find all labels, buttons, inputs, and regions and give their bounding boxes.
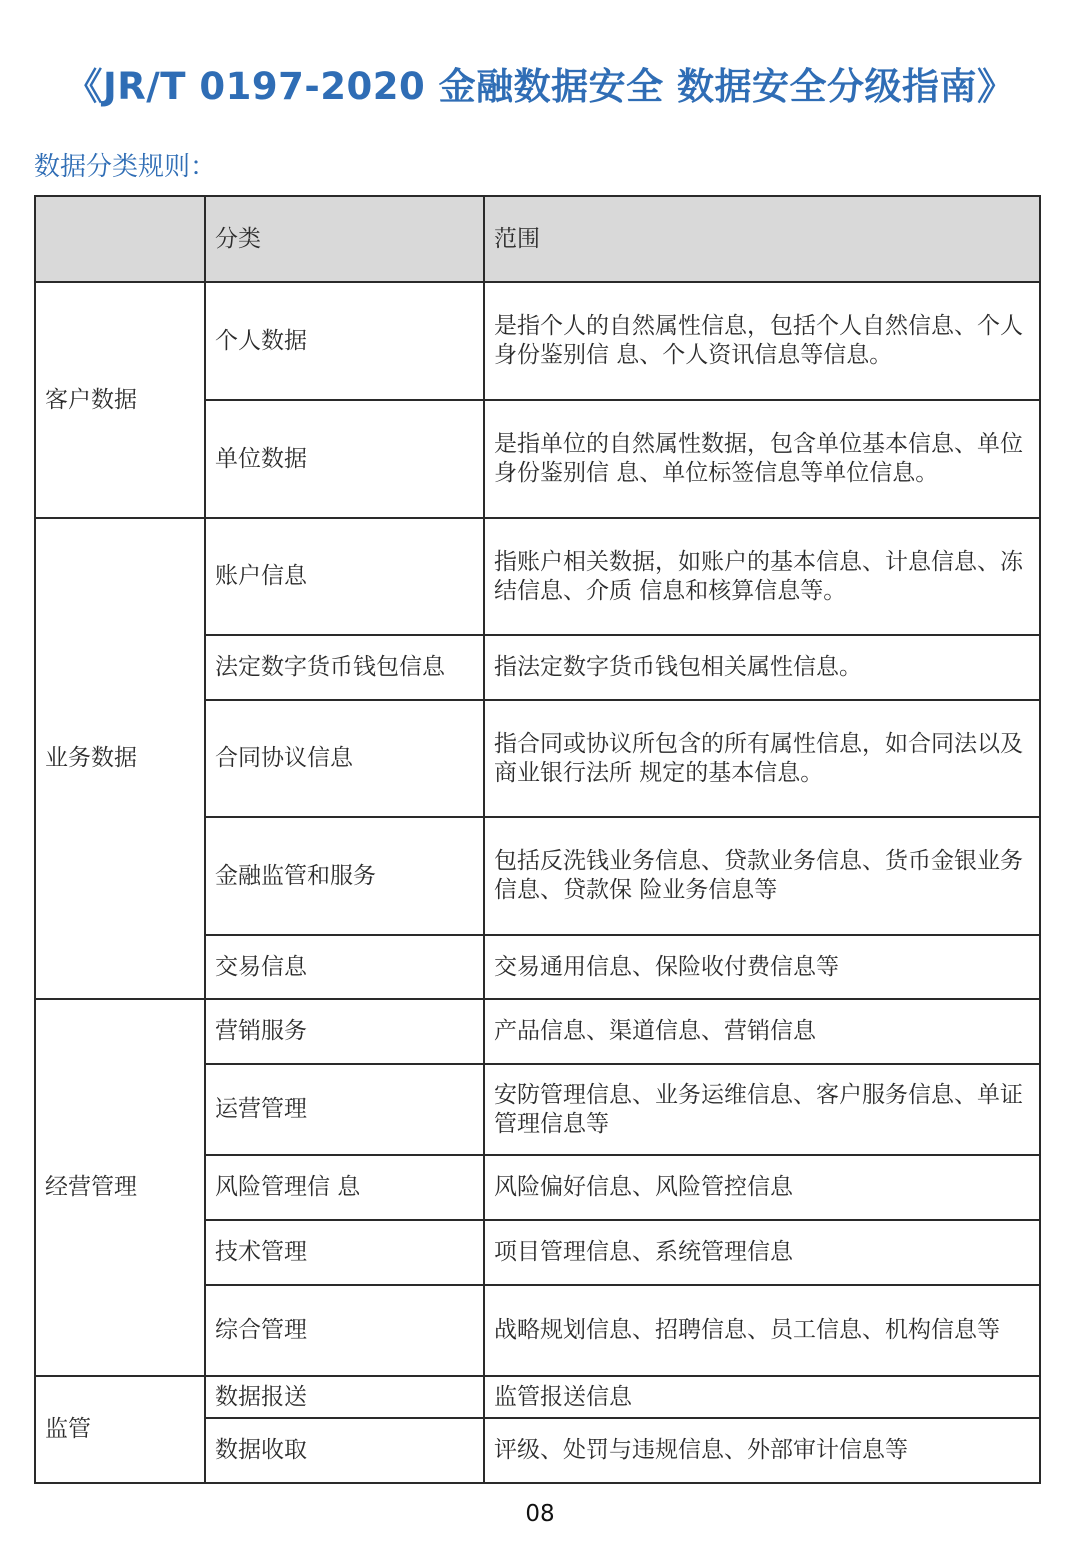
category-cell: 交易信息 (205, 935, 484, 999)
table-row (35, 999, 1040, 1064)
scope-cell: 风险偏好信息、风险管控信息 (484, 1155, 1040, 1220)
section-subtitle: 数据分类规则： (34, 152, 217, 182)
scope-cell: 监管报送信息 (484, 1376, 1040, 1418)
scope-cell: 是指个人的自然属性信息，包括个人自然信息、个人身份鉴别信 息、个人资讯信息等信息。 (484, 282, 1040, 400)
scope-cell: 产品信息、渠道信息、营销信息 (484, 999, 1040, 1064)
scope-cell: 包括反洗钱业务信息、贷款业务信息、货币金银业务信息、贷款保 险业务信息等 (484, 817, 1040, 935)
header-cell-empty (35, 196, 205, 282)
group-cell-operations-management: 经营管理 (35, 999, 205, 1376)
category-cell: 营销服务 (205, 999, 484, 1064)
group-cell-regulation: 监管 (35, 1376, 205, 1483)
header-cell-category: 分类 (205, 196, 484, 282)
category-cell: 风险管理信 息 (205, 1155, 484, 1220)
category-cell: 数据收取 (205, 1418, 484, 1483)
table-row (35, 282, 1040, 400)
group-cell-business-data: 业务数据 (35, 518, 205, 999)
scope-cell: 指合同或协议所包含的所有属性信息，如合同法以及商业银行法所 规定的基本信息。 (484, 700, 1040, 817)
category-cell: 金融监管和服务 (205, 817, 484, 935)
category-cell: 法定数字货币钱包信息 (205, 635, 484, 700)
category-cell: 个人数据 (205, 282, 484, 400)
header-cell-scope: 范围 (484, 196, 1040, 282)
category-cell: 运营管理 (205, 1064, 484, 1155)
classification-table (34, 195, 1041, 1484)
category-cell: 数据报送 (205, 1376, 484, 1418)
scope-cell: 安防管理信息、业务运维信息、客户服务信息、单证管理信息等 (484, 1064, 1040, 1155)
group-cell-customer-data: 客户数据 (35, 282, 205, 518)
scope-cell: 项目管理信息、系统管理信息 (484, 1220, 1040, 1285)
page-title: 《JR/T 0197-2020 金融数据安全 数据安全分级指南》 (65, 65, 1015, 108)
category-cell: 合同协议信息 (205, 700, 484, 817)
scope-cell: 是指单位的自然属性数据，包含单位基本信息、单位身份鉴别信 息、单位标签信息等单位信息。 (484, 400, 1040, 518)
table-header-row (35, 196, 1040, 282)
scope-cell: 评级、处罚与违规信息、外部审计信息等 (484, 1418, 1040, 1483)
category-cell: 综合管理 (205, 1285, 484, 1376)
page-number: 08 (525, 1501, 555, 1527)
category-cell: 技术管理 (205, 1220, 484, 1285)
scope-cell: 战略规划信息、招聘信息、员工信息、机构信息等 (484, 1285, 1040, 1376)
scope-cell: 交易通用信息、保险收付费信息等 (484, 935, 1040, 999)
table-row (35, 1376, 1040, 1418)
scope-cell: 指账户相关数据，如账户的基本信息、计息信息、冻结信息、介质 信息和核算信息等。 (484, 518, 1040, 635)
table-row (35, 518, 1040, 635)
category-cell: 账户信息 (205, 518, 484, 635)
scope-cell: 指法定数字货币钱包相关属性信息。 (484, 635, 1040, 700)
category-cell: 单位数据 (205, 400, 484, 518)
